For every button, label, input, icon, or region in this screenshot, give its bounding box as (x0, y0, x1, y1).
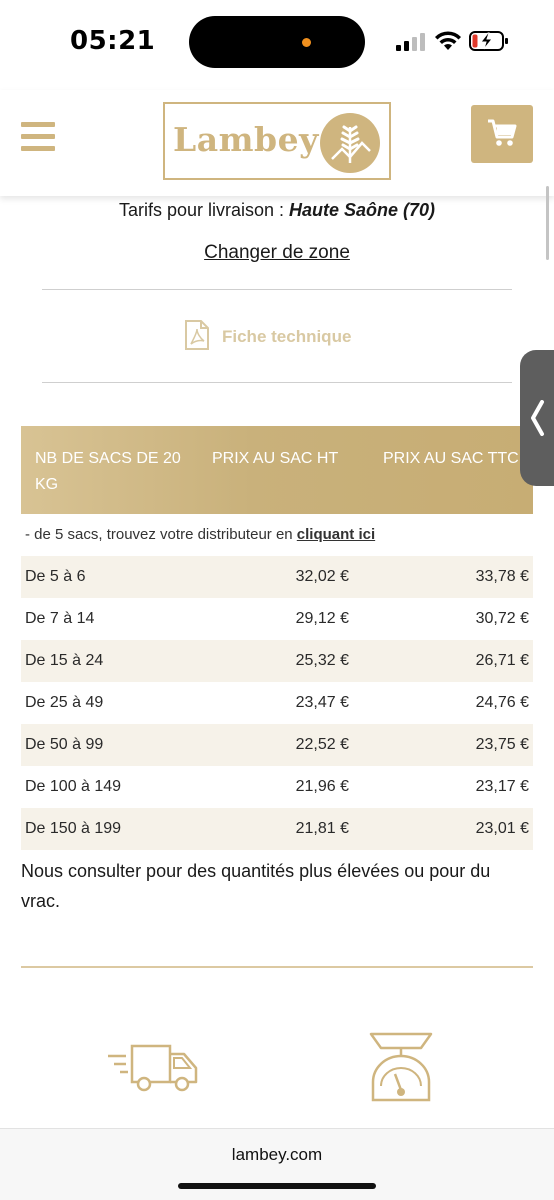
delivery-truck-icon (106, 1034, 200, 1096)
dynamic-island (189, 16, 365, 68)
row-quantity: De 150 à 199 (25, 820, 122, 837)
row-price-ht: 32,02 € (295, 568, 349, 585)
column-header-price-ht: PRIX AU SAC HT (212, 450, 339, 467)
consult-note: Nous consulter pour des quantités plus élevées ou pour du vrac. (21, 861, 491, 911)
row-quantity: De 7 à 14 (25, 610, 95, 627)
distributor-note (21, 514, 533, 556)
row-price-ht: 23,47 € (295, 694, 349, 711)
table-row (21, 808, 533, 850)
delivery-zone-line (0, 200, 554, 221)
weighing-scale-icon (367, 1030, 435, 1102)
row-quantity: De 50 à 99 (25, 736, 104, 753)
row-price-ht: 22,52 € (295, 736, 349, 753)
main-content (0, 196, 554, 1128)
row-price-ttc: 24,76 € (475, 694, 529, 711)
status-time: 05:21 (70, 26, 156, 56)
zone-label: Tarifs pour livraison : (118, 200, 289, 220)
table-row (21, 766, 533, 808)
side-panel-tab[interactable] (520, 350, 554, 486)
row-quantity: De 100 à 149 (25, 778, 122, 795)
table-row (21, 598, 533, 640)
row-quantity: De 25 à 49 (25, 694, 104, 711)
row-price-ttc: 26,71 € (475, 652, 529, 669)
row-price-ttc: 33,78 € (475, 568, 529, 585)
price-table (21, 426, 533, 850)
row-price-ttc: 23,17 € (475, 778, 529, 795)
column-header-quantity: NB DE SACS DE 20 KG (35, 450, 181, 493)
table-header (21, 426, 533, 514)
wheat-emblem-icon (320, 113, 380, 173)
site-logo[interactable] (163, 102, 391, 180)
distributor-link[interactable]: cliquant ici (296, 526, 376, 543)
fiche-technique-label: Fiche technique (222, 327, 352, 346)
browser-bottom-bar (0, 1128, 554, 1200)
row-price-ttc: 23,75 € (475, 736, 529, 753)
divider (42, 289, 512, 290)
cellular-signal-icon (396, 33, 426, 51)
table-row (21, 724, 533, 766)
logo-text: Lambey (173, 120, 319, 159)
distributor-note-text: - de 5 sacs, trouvez votre distributeur en (25, 526, 297, 543)
table-row (21, 640, 533, 682)
row-price-ttc: 30,72 € (475, 610, 529, 627)
battery-charging-icon (469, 30, 509, 52)
divider (42, 382, 512, 383)
table-row (21, 556, 533, 598)
row-price-ht: 25,32 € (295, 652, 349, 669)
home-indicator[interactable] (178, 1183, 376, 1189)
row-price-ttc: 23,01 € (475, 820, 529, 837)
change-zone-link[interactable]: Changer de zone (204, 242, 350, 263)
column-header-price-ttc: PRIX AU SAC TTC (383, 450, 519, 467)
pdf-file-icon (184, 320, 210, 350)
row-quantity: De 5 à 6 (25, 568, 86, 585)
scroll-indicator[interactable] (546, 186, 549, 260)
section-divider (21, 966, 533, 968)
shopping-cart-icon (486, 118, 518, 148)
recording-indicator-dot (302, 38, 311, 47)
chevron-left-icon (529, 400, 545, 436)
table-row (21, 682, 533, 724)
row-price-ht: 21,96 € (295, 778, 349, 795)
hamburger-menu-icon[interactable] (21, 122, 55, 152)
zone-name: Haute Saône (70) (289, 200, 436, 220)
row-price-ht: 29,12 € (295, 610, 349, 627)
row-quantity: De 15 à 24 (25, 652, 104, 669)
address-bar-url[interactable]: lambey.com (231, 1145, 323, 1164)
site-header (0, 90, 554, 196)
cart-button[interactable] (471, 105, 533, 163)
wifi-icon (434, 30, 462, 52)
status-bar (0, 0, 554, 90)
row-price-ht: 21,81 € (295, 820, 349, 837)
